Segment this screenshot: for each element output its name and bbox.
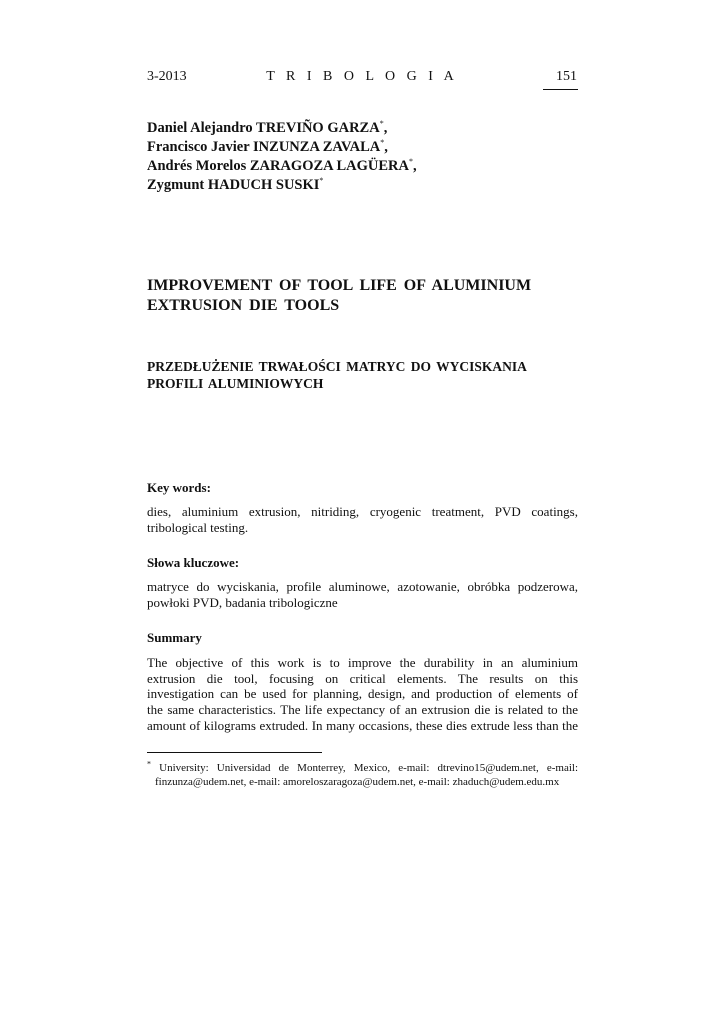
author: Zygmunt HADUCH SUSKI* [147,176,324,193]
summary-text: The objective of this work is to improve the durability in an aluminium extrusion die tool, focusing on critical elements. The results on this investigation can be used for planning, design, and production of elements of the same characteristics. The life expectancy of an extrusion die is related to the amount of kilograms extruded. In many occasions, these dies extrude less than the [147,655,578,733]
footnote-rule [147,752,322,753]
slowa-kluczowe-heading: Słowa kluczowe: [147,555,240,570]
running-head [147,68,577,86]
slowa-kluczowe-text: matryce do wyciskania, profile aluminowe, azotowanie, obróbka podzerowa, powłoki PVD, badania tribologiczne [147,579,578,610]
footnote-mark: * [147,759,151,769]
paper-title-polish: PRZEDŁUŻENIE TRWAŁOŚCI MATRYC DO WYCISKANIA PROFILI ALUMINIOWYCH [147,359,527,391]
summary-heading: Summary [147,630,202,645]
footnote: * University: Universidad de Monterrey, Mexico, e-mail: dtrevino15@udem.net, e-mail: finzunza@udem.net, e-mail: amoreloszaragoza@udem.net, e-mail: zhaduch@udem.edu.mx [147,759,578,788]
journal-name: T R I B O L O G I A [266,69,458,84]
author-list [147,119,577,195]
issue-number: 3-2013 [147,69,187,84]
affiliation-mark: * [319,176,324,186]
author: Andrés Morelos ZARAGOZA LAGÜERA*, [147,157,417,174]
affiliation-mark: * [408,157,413,167]
affiliation-mark: * [380,138,385,148]
keywords-text: dies, aluminium extrusion, nitriding, cryogenic treatment, PVD coatings, tribological testing. [147,504,578,535]
author: Francisco Javier INZUNZA ZAVALA*, [147,138,388,155]
affiliation-mark: * [379,119,384,129]
author: Daniel Alejandro TREVIÑO GARZA*, [147,119,388,136]
page-number: 151 [556,69,577,84]
paper-title-english: IMPROVEMENT OF TOOL LIFE OF ALUMINIUM EXTRUSION DIE TOOLS [147,277,532,314]
keywords-heading: Key words: [147,480,211,495]
header-rule [543,89,578,90]
